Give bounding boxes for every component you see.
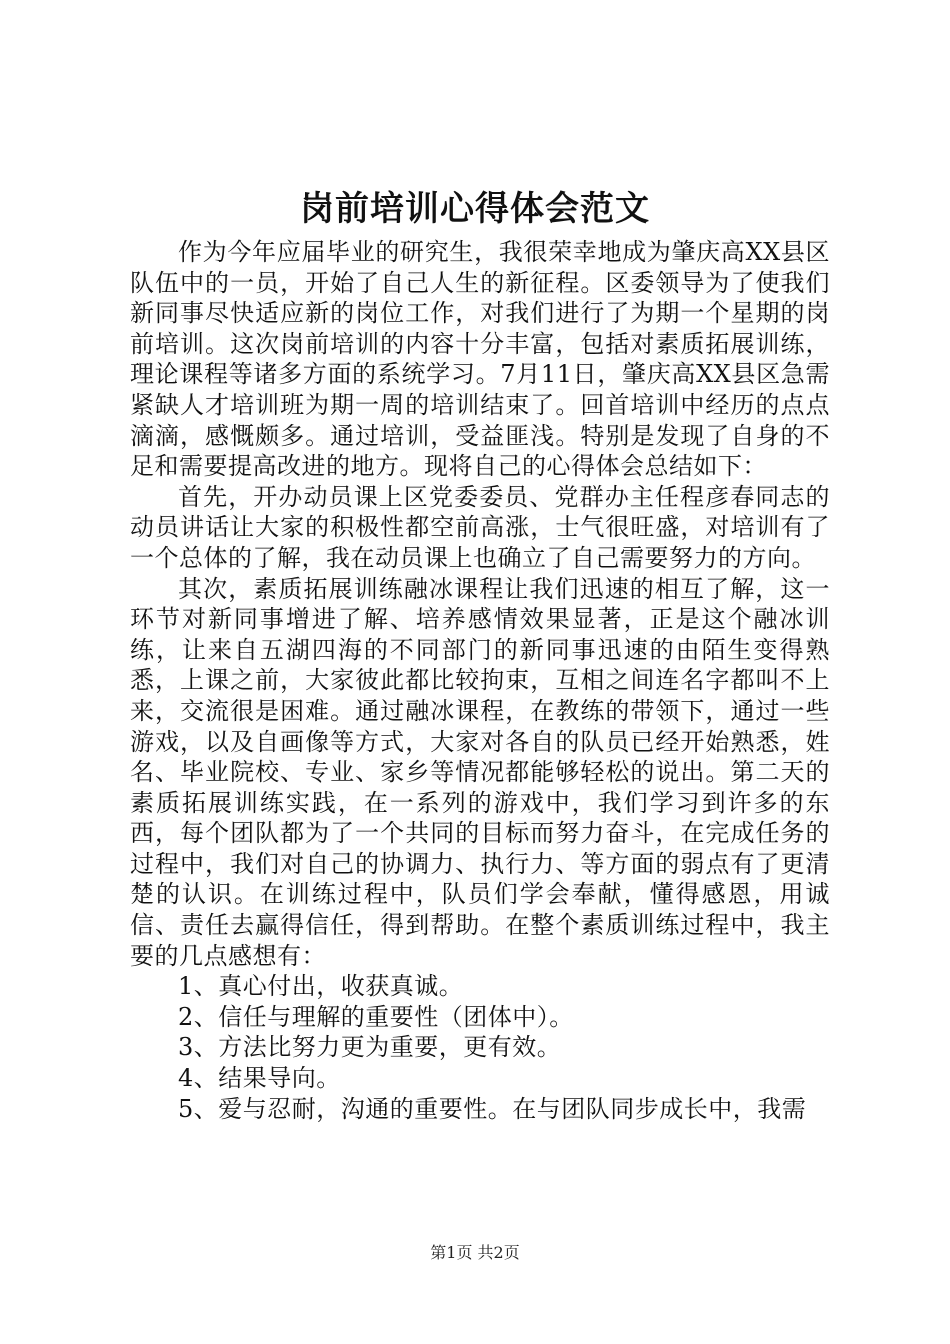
document-title: 岗前培训心得体会范文 [300, 189, 650, 229]
document-body [130, 237, 830, 1124]
page-footer [0, 1243, 950, 1263]
paragraph-first: 首先，开办动员课上区党委委员、党群办主任程彦春同志的动员讲话让大家的积极性都空前高涨，士气很旺盛，对培训有了一个总体的了解，我在动员课上也确立了自己需要努力的方向。 [130, 482, 830, 572]
list-item: 3、方法比努力更为重要，更有效。 [178, 1033, 562, 1062]
list-item: 2、信任与理解的重要性（团体中）。 [178, 1002, 574, 1031]
list-item: 4、结果导向。 [178, 1064, 341, 1093]
list-item: 5、爱与忍耐，沟通的重要性。在与团队同步成长中，我需 [178, 1094, 807, 1123]
page-indicator: 第1页 共2页 [430, 1243, 520, 1262]
paragraph-intro: 作为今年应届毕业的研究生，我很荣幸地成为肇庆高XX县区队伍中的一员，开始了自己人生的新征程。区委领导为了使我们新同事尽快适应新的岗位工作，对我们进行了为期一个星期的岗前培训。这次岗前培训的内容十分丰富，包括对素质拓展训练，理论课程等诸多方面的系统学习。7月11日，肇庆高XX县区急需紧缺人才培训班为期一周的培训结束了。回首培训中经历的点点滴滴，感慨颇多。通过培训，受益匪浅。特别是发现了自身的不足和需要提高改进的地方。现将自己的心得体会总结如下： [130, 238, 830, 481]
list-item: 1、真心付出，收获真诚。 [178, 972, 464, 1001]
paragraph-second: 其次，素质拓展训练融冰课程让我们迅速的相互了解，这一环节对新同事增进了解、培养感情效果显著，正是这个融冰训练，让来自五湖四海的不同部门的新同事迅速的由陌生变得熟悉，上课之前，大家彼此都比较拘束，互相之间连名字都叫不上来，交流很是困难。通过融冰课程，在教练的带领下，通过一些游戏，以及自画像等方式，大家对各自的队员已经开始熟悉，姓名、毕业院校、专业、家乡等情况都能够轻松的说出。第二天的素质拓展训练实践，在一系列的游戏中，我们学习到许多的东西，每个团队都为了一个共同的目标而努力奋斗，在完成任务的过程中，我们对自己的协调力、执行力、等方面的弱点有了更清楚的认识。在训练过程中，队员们学会奉献，懂得感恩，用诚信、责任去赢得信任，得到帮助。在整个素质训练过程中，我主要的几点感想有： [130, 574, 830, 970]
